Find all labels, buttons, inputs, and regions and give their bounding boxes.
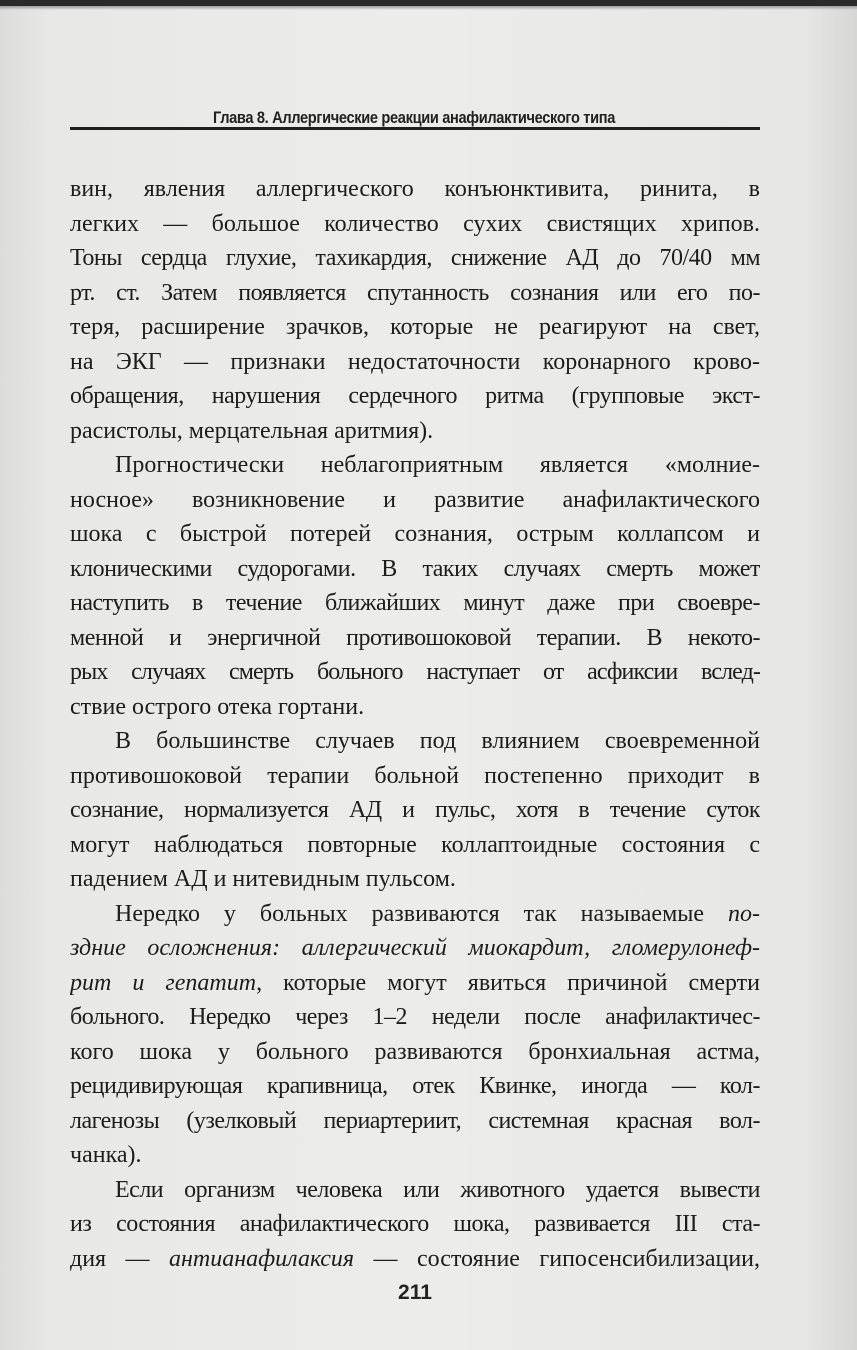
text-line: кого шока у больного развиваются бронхиальная астма,: [70, 1038, 760, 1065]
text-line: шока с быстрой потерей сознания, острым коллапсом и: [70, 521, 760, 547]
text-line: [70, 897, 760, 932]
page-top-shadow: [0, 6, 857, 10]
text-line: Тоны сердца глухие, тахикардия, снижение АД до 70/40 мм: [70, 245, 760, 271]
text-line: больного. Нередко через 1–2 недели после анафилактичес-: [70, 1004, 760, 1030]
italic-run: по-: [728, 900, 760, 927]
text-line: наступить в течение ближайших минут даже при своевре-: [70, 590, 760, 616]
text-line: рт. ст. Затем появляется спутанность сознания или его по-: [70, 279, 760, 306]
text-line: ствие острого отека гортани.: [70, 693, 365, 720]
text-line: противошоковой терапии больной постепенно приходит в: [70, 762, 760, 789]
paragraph: [70, 448, 760, 724]
page-number: 211: [398, 1281, 432, 1304]
text-line: менной и энергичной противошоковой терапии. В некото-: [70, 624, 760, 651]
text-line: легких — большое количество сухих свистящих хрипов.: [70, 210, 760, 237]
text-line: В большинстве случаев под влиянием своевременной: [115, 728, 760, 754]
italic-run: антианафилаксия: [169, 1245, 355, 1272]
running-head: Глава 8. Аллергические реакции анафилактического типа: [212, 108, 616, 127]
italic-line: здние осложнения: аллергический миокардит, гломерулонеф-: [70, 935, 760, 961]
text-line: рецидивирующая крапивница, отек Квинке, иногда — кол-: [70, 1073, 760, 1099]
text-line: падением АД и нитевидным пульсом.: [70, 866, 456, 892]
text-line: Если организм человека или животного удается вывести: [115, 1176, 760, 1203]
paragraph: [70, 724, 760, 897]
paragraph: [70, 172, 760, 448]
text-line: из состояния анафилактического шока, развивается III ста-: [70, 1211, 760, 1237]
text-line: носное» возникновение и развитие анафилактического: [70, 486, 760, 513]
text-line: клоническими судорогами. В таких случаях смерть может: [70, 555, 760, 582]
header-rule: [70, 127, 760, 130]
text-run: — состояние гипосенсибилизации,: [354, 1245, 760, 1272]
text-line: сознание, нормализуется АД и пульс, хотя в течение суток: [70, 797, 760, 823]
text-line: расистолы, мерцательная аритмия).: [70, 417, 434, 444]
text-line: обращения, нарушения сердечного ритма (групповые экст-: [70, 383, 760, 409]
text-line: рых случаях смерть больного наступает от асфиксии вслед-: [70, 659, 760, 685]
text-line: теря, расширение зрачков, которые не реагируют на свет,: [70, 314, 760, 340]
body-text: [70, 172, 760, 1276]
text-line: [70, 1242, 760, 1277]
text-line: [70, 966, 760, 1001]
text-line: лагенозы (узелковый периартериит, системная красная вол-: [70, 1107, 760, 1134]
text-line: вин, явления аллергического конъюнктивита, ринита, в: [70, 176, 760, 202]
text-line: на ЭКГ — признаки недостаточности коронарного крово-: [70, 348, 760, 375]
text-run: дия —: [70, 1245, 169, 1272]
text-run: Нередко у больных развиваются так называемые: [115, 900, 728, 927]
paragraph: [70, 1173, 760, 1277]
text-line: Прогностически неблагоприятным является «молние-: [115, 452, 760, 478]
text-line: чанка).: [70, 1142, 142, 1168]
text-line: могут наблюдаться повторные коллаптоидные состояния с: [70, 831, 760, 858]
paragraph: [70, 897, 760, 1173]
text-run: , которые могут явиться причиной смерти: [256, 969, 760, 996]
italic-run: рит и гепатит: [70, 969, 257, 996]
